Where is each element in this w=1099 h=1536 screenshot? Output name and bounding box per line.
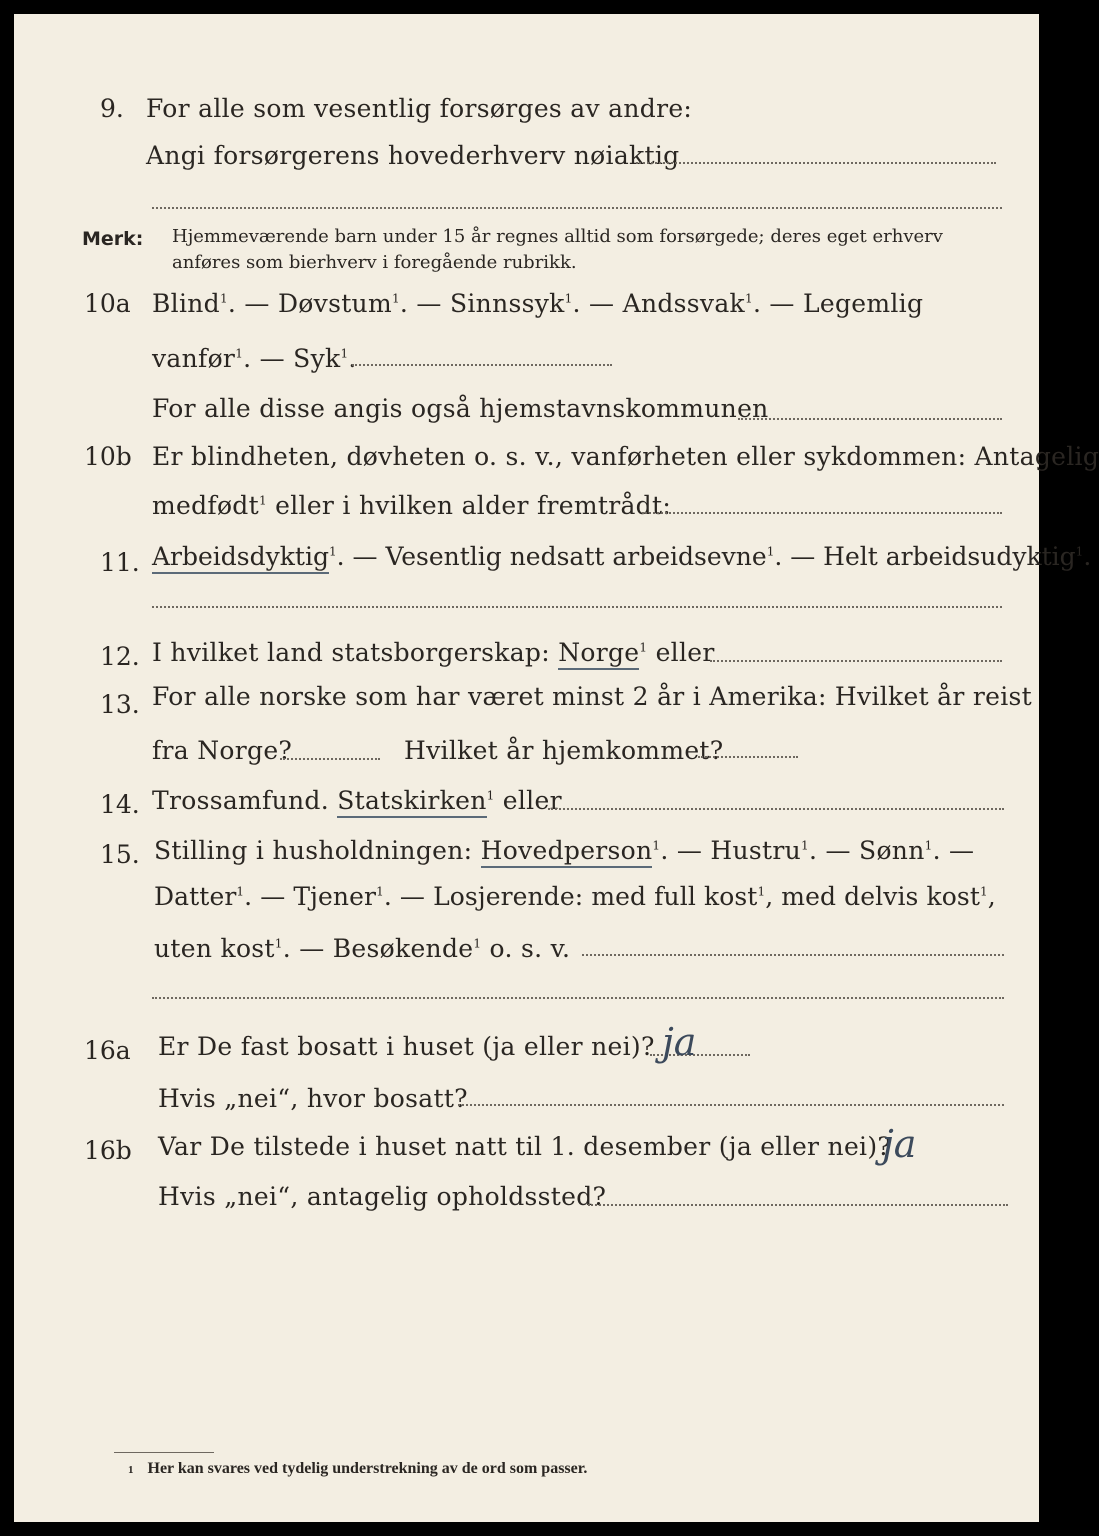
census-form-page bbox=[14, 14, 1099, 1522]
q16a-line1: Er De fast bosatt i huset (ja eller nei)? bbox=[158, 1032, 655, 1061]
q9-text: For alle som vesentlig forsørges av andre: bbox=[146, 94, 693, 123]
q10a-answer-line bbox=[352, 364, 612, 366]
q15-line3: uten kost$^1$. — Besøkende$^1$ o. s. v. bbox=[154, 934, 571, 963]
q9-blank-line bbox=[152, 207, 1002, 209]
q15-answer-line bbox=[582, 954, 1004, 956]
q15-number: 15. bbox=[100, 840, 140, 869]
q16b-line1: Var De tilstede i huset natt til 1. desember (ja eller nei)? bbox=[158, 1132, 892, 1161]
q13-number: 13. bbox=[100, 690, 140, 719]
q12-line: I hvilket land statsborgerskap: Norge$^1$ eller bbox=[152, 638, 715, 667]
q16a-number: 16a bbox=[84, 1036, 131, 1065]
q13-line2b: Hvilket år hjemkommet? bbox=[404, 736, 724, 765]
q14-answer-line bbox=[548, 808, 1004, 810]
q10a-line3: For alle disse angis også hjemstavnskommunen bbox=[152, 394, 769, 423]
q16a-answer-line-2 bbox=[458, 1104, 1004, 1106]
q16b-answer-line bbox=[588, 1204, 1008, 1206]
footnote-rule bbox=[114, 1452, 214, 1453]
q10a-number: 10a bbox=[84, 289, 131, 318]
q16b-handwritten-answer: ja bbox=[882, 1122, 917, 1166]
q15-line2: Datter$^1$. — Tjener$^1$. — Losjerende: med full kost$^1$, med delvis kost$^1$, bbox=[154, 882, 996, 911]
q16b-line2: Hvis „nei“, antagelig opholdssted? bbox=[158, 1182, 607, 1211]
q11-line: Arbeidsdyktig$^1$. — Vesentlig nedsatt arbeidsevne$^1$. — Helt arbeidsudyktig$^1$. bbox=[152, 542, 1091, 571]
footnote: 1 Her kan svares ved tydelig understrekning av de ord som passer. bbox=[128, 1460, 588, 1477]
q9-subtext: Angi forsørgerens hovederhverv nøiaktig bbox=[146, 141, 680, 170]
q9-number: 9. bbox=[100, 94, 124, 123]
q15-blank-line bbox=[152, 997, 1004, 999]
q13-line2a: fra Norge? bbox=[152, 736, 293, 765]
q13-line1: For alle norske som har været minst 2 år i Amerika: Hvilket år reist bbox=[152, 682, 1033, 711]
q9-answer-line bbox=[636, 162, 996, 164]
q13-answer-line-1 bbox=[280, 758, 380, 760]
q12-answer-line bbox=[710, 660, 1002, 662]
q10b-line2: medfødt$^1$ eller i hvilken alder fremtrådt: bbox=[152, 491, 672, 520]
q14-number: 14. bbox=[100, 790, 140, 819]
q10b-line1: Er blindheten, døvheten o. s. v., vanførheten eller sykdommen: Antagelig bbox=[152, 442, 1099, 471]
q13-answer-line-2 bbox=[698, 756, 798, 758]
q15-line1: Stilling i husholdningen: Hovedperson$^1$. — Hustru$^1$. — Sønn$^1$. — bbox=[154, 836, 974, 865]
merk-line-1: Hjemmeværende barn under 15 år regnes alltid som forsørgede; deres eget erhverv bbox=[172, 226, 943, 247]
q14-line: Trossamfund. Statskirken$^1$ eller bbox=[152, 786, 562, 815]
q10a-line2: vanfør$^1$. — Syk$^1$. bbox=[152, 344, 357, 373]
q10a-answer-line-2 bbox=[738, 418, 1002, 420]
q10a-line1: Blind$^1$. — Døvstum$^1$. — Sinnssyk$^1$. — Andssvak$^1$. — Legemlig bbox=[152, 289, 924, 318]
q12-number: 12. bbox=[100, 642, 140, 671]
q16b-number: 16b bbox=[84, 1136, 132, 1165]
q10b-answer-line bbox=[642, 512, 1002, 514]
q16a-line2: Hvis „nei“, hvor bosatt? bbox=[158, 1084, 468, 1113]
q11-number: 11. bbox=[100, 548, 140, 577]
q11-blank-line bbox=[152, 606, 1002, 608]
merk-line-2: anføres som bierhverv i foregående rubrikk. bbox=[172, 252, 577, 273]
merk-label: Merk: bbox=[82, 228, 144, 250]
q16a-handwritten-answer: ja bbox=[662, 1020, 697, 1064]
q10b-number: 10b bbox=[84, 442, 132, 471]
